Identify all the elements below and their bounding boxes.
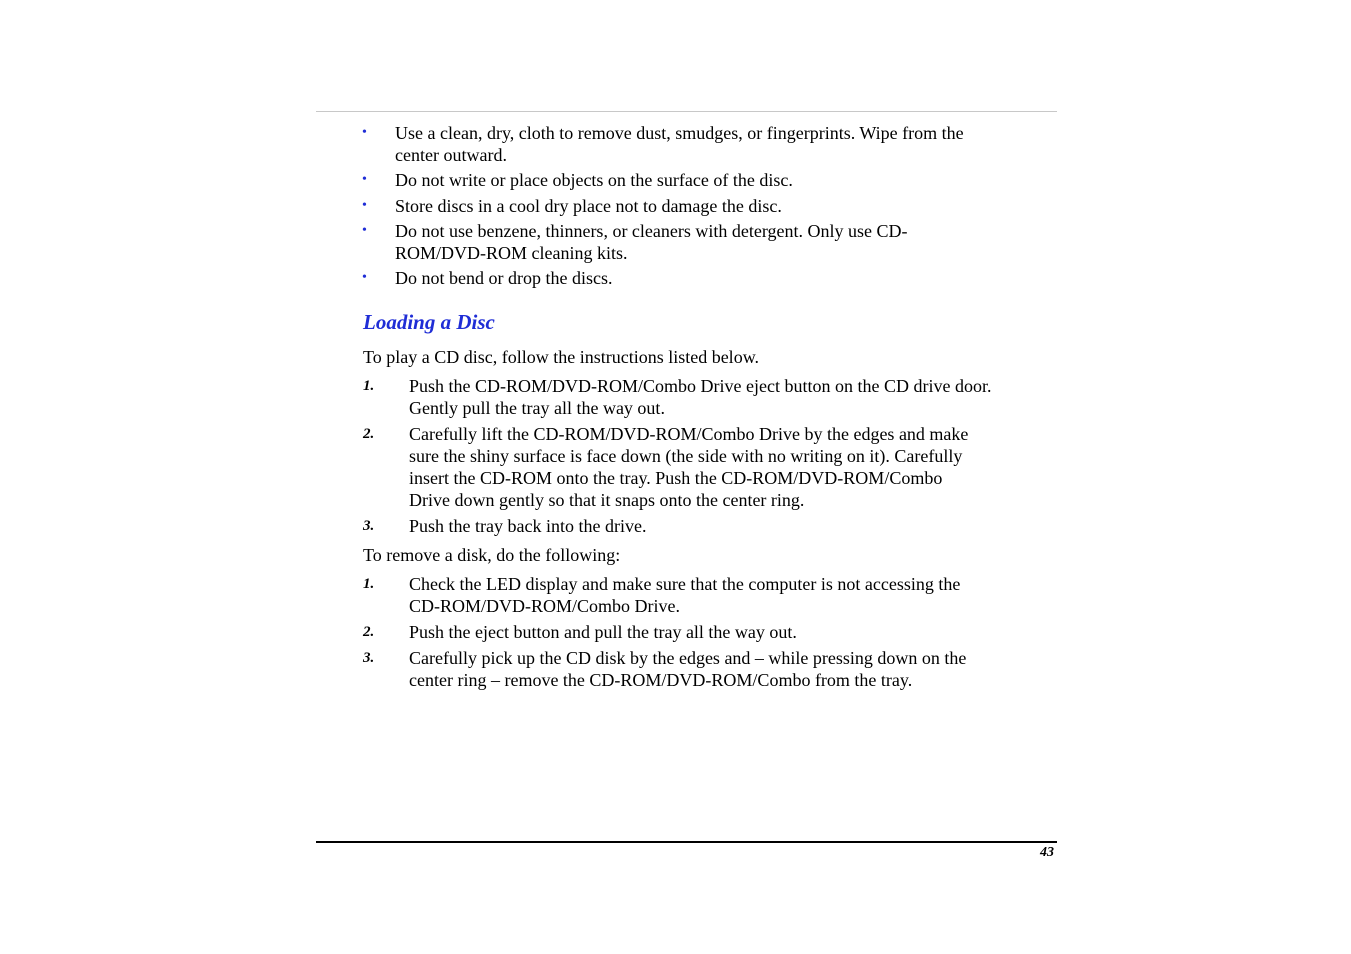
- step-text: center ring – remove the CD-ROM/DVD-ROM/Combo from the tray.: [409, 670, 913, 690]
- bullet-text: Do not bend or drop the discs.: [395, 268, 613, 288]
- step-number: 3.: [363, 518, 375, 534]
- step-text: insert the CD-ROM onto the tray. Push the CD-ROM/DVD-ROM/Combo: [409, 468, 943, 488]
- step-text: Push the tray back into the drive.: [409, 516, 647, 536]
- step-text: Gently pull the tray all the way out.: [409, 398, 665, 418]
- bullet-text: ROM/DVD-ROM cleaning kits.: [395, 243, 628, 263]
- section-heading: Loading a Disc: [363, 310, 495, 334]
- footer-rule: [316, 841, 1057, 843]
- step-text: sure the shiny surface is face down (the side with no writing on it). Carefully: [409, 446, 963, 466]
- bullet-icon: •: [362, 198, 367, 213]
- step-number: 2.: [363, 624, 375, 640]
- bullet-text: Use a clean, dry, cloth to remove dust, smudges, or fingerprints. Wipe from the: [395, 123, 964, 143]
- step-number: 1.: [363, 378, 375, 394]
- step-text: Carefully pick up the CD disk by the edges and – while pressing down on the: [409, 648, 967, 668]
- intro-remove-text: To remove a disk, do the following:: [363, 545, 621, 565]
- bullet-icon: •: [362, 223, 367, 238]
- step-number: 3.: [363, 650, 375, 666]
- bullet-text: Do not write or place objects on the surface of the disc.: [395, 170, 793, 190]
- bullet-text: center outward.: [395, 145, 507, 165]
- bullet-text: Store discs in a cool dry place not to damage the disc.: [395, 196, 782, 216]
- step-text: Push the eject button and pull the tray all the way out.: [409, 622, 797, 642]
- step-text: Check the LED display and make sure that the computer is not accessing the: [409, 574, 961, 594]
- bullet-icon: •: [362, 125, 367, 140]
- step-text: Push the CD-ROM/DVD-ROM/Combo Drive eject button on the CD drive door.: [409, 376, 992, 396]
- page-number: 43: [1040, 845, 1054, 860]
- bullet-icon: •: [362, 172, 367, 187]
- step-text: CD-ROM/DVD-ROM/Combo Drive.: [409, 596, 681, 616]
- step-number: 2.: [363, 426, 375, 442]
- bullet-icon: •: [362, 270, 367, 285]
- step-text: Drive down gently so that it snaps onto the center ring.: [409, 490, 805, 510]
- step-number: 1.: [363, 576, 375, 592]
- intro-play-text: To play a CD disc, follow the instructions listed below.: [363, 347, 760, 367]
- bullet-text: Do not use benzene, thinners, or cleaners with detergent. Only use CD-: [395, 221, 908, 241]
- header-rule: [316, 111, 1057, 112]
- step-text: Carefully lift the CD-ROM/DVD-ROM/Combo Drive by the edges and make: [409, 424, 969, 444]
